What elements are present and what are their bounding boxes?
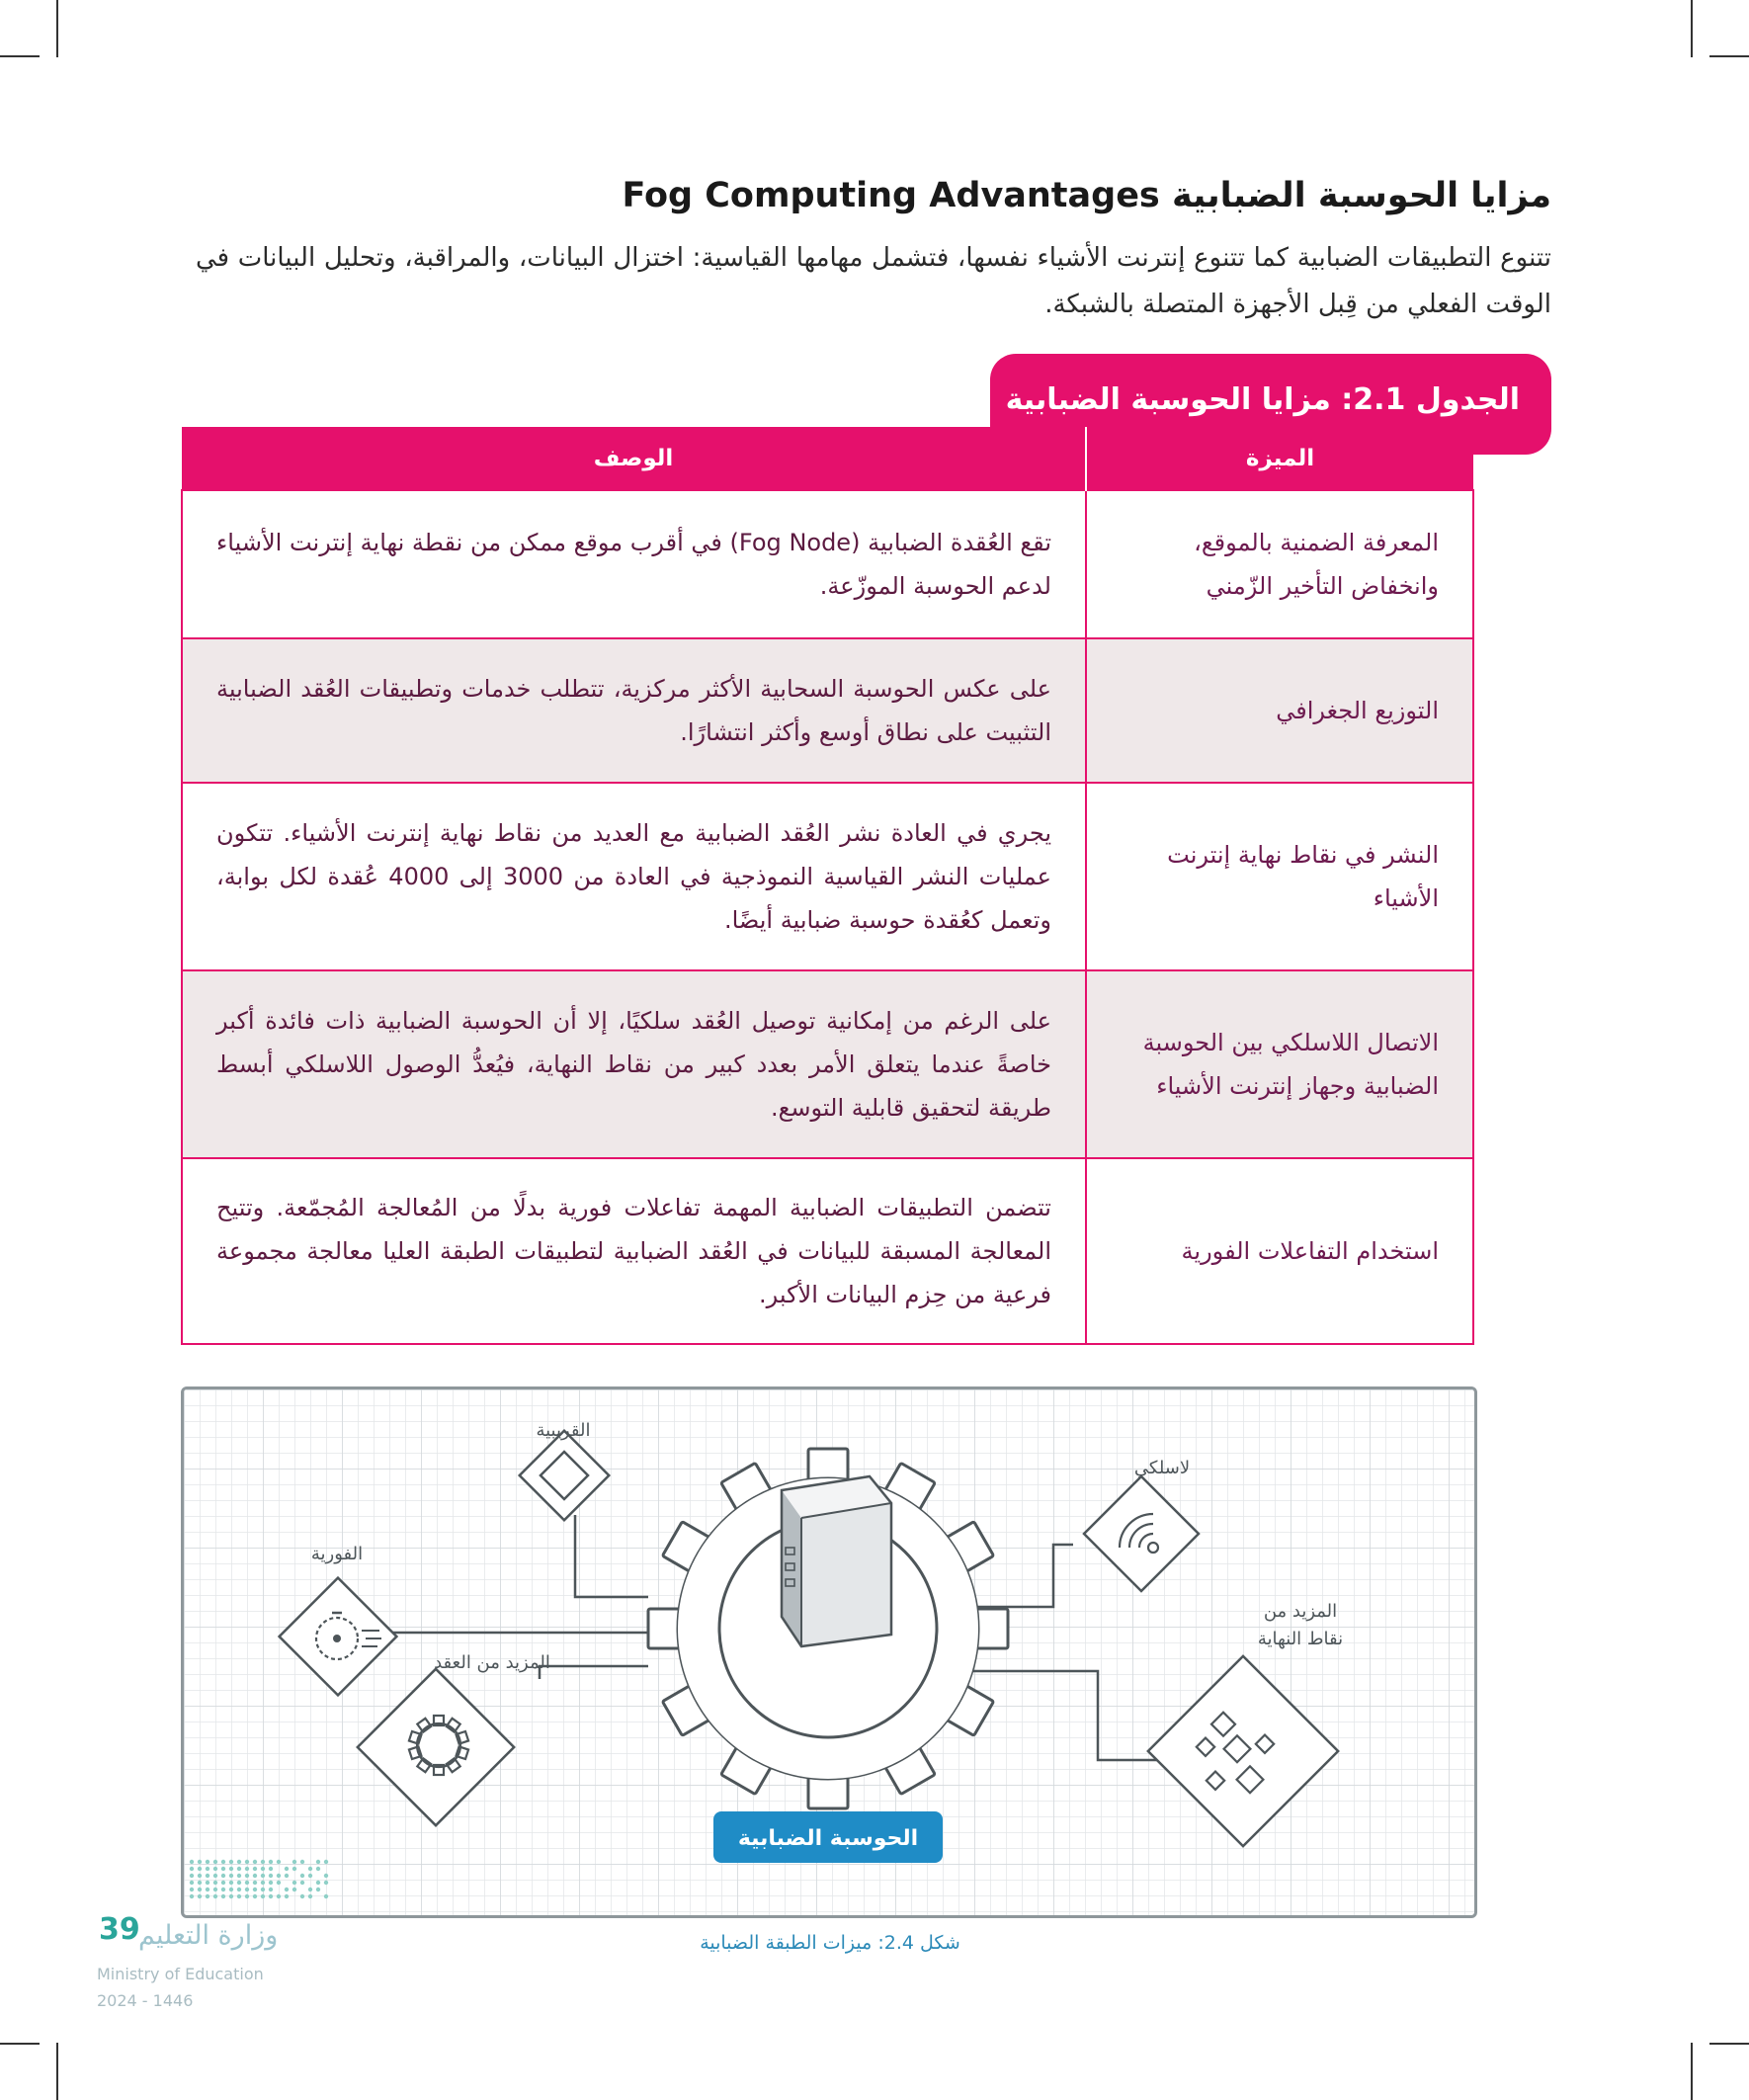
crop-mark (1709, 2043, 1749, 2045)
label-wireless: لاسلكي (1133, 1458, 1191, 1478)
table-row (182, 490, 1473, 638)
description-cell: تقع العُقدة الضبابية (Fog Node) في أقرب موقع ممكن من نقطة نهاية إنترنت الأشياء لدعم الحوسبة الموزّعة. (182, 490, 1086, 638)
page-number: 39 (99, 1912, 140, 1947)
fog-diagram (184, 1389, 1474, 1915)
feature-cell: النشر في نقاط نهاية إنترنت الأشياء (1086, 783, 1473, 970)
feature-cell: المعرفة الضمنية بالموقع، وانخفاض التأخير الزّمني (1086, 490, 1473, 638)
header-feature: الميزة (1086, 427, 1473, 490)
header-description: الوصف (182, 427, 1086, 490)
crop-mark (1691, 0, 1693, 57)
table-row (182, 970, 1473, 1158)
label-more-nodes: المزيد من العقد (434, 1652, 550, 1673)
description-cell: تتضمن التطبيقات الضبابية المهمة تفاعلات فورية بدلًا من المُعالجة المُجمّعة. وتتيح المعالجة المسبقة للبيانات في العُقد الضبابية لتطبيقات الطبقة العليا معالجة مجموعة فرعية من حِزم البيانات الأكبر. (182, 1158, 1086, 1344)
feature-cell: الاتصال اللاسلكي بين الحوسبة الضبابية وجهاز إنترنت الأشياء (1086, 970, 1473, 1158)
crop-mark (1691, 2043, 1693, 2100)
label-more-endpoints-line2: نقاط النهاية (1257, 1629, 1344, 1649)
center-label: الحوسبة الضبابية (737, 1826, 919, 1851)
fog-features-figure (181, 1386, 1477, 1918)
label-more-endpoints-line1: المزيد من (1263, 1601, 1338, 1622)
crop-mark (56, 2043, 58, 2100)
table-caption: الجدول 2.1: مزايا الحوسبة الضبابية (990, 354, 1551, 455)
table-row (182, 1158, 1473, 1344)
section-title: مزايا الحوسبة الضبابية Fog Computing Advantages (622, 176, 1551, 215)
advantages-table (181, 427, 1474, 1345)
description-cell: يجري في العادة نشر العُقد الضبابية مع العديد من نقاط نهاية إنترنت الأشياء. تتكون عمليات النشر القياسية النموذجية في العادة من 3000 إلى 4000 عُقدة لكل بوابة، وتعمل كعُقدة حوسبة ضبابية أيضًا. (182, 783, 1086, 970)
description-cell: على عكس الحوسبة السحابية الأكثر مركزية، تتطلب خدمات وتطبيقات العُقد الضبابية التثبيت على نطاق أوسع وأكثر انتشارًا. (182, 638, 1086, 783)
crop-mark (56, 0, 58, 57)
figure-caption: شكل 2.4: ميزات الطبقة الضبابية (700, 1932, 960, 1954)
crop-mark (0, 2043, 40, 2045)
edition-year: 2024 - 1446 (97, 1991, 194, 2010)
server-icon (782, 1476, 891, 1646)
table-row (182, 638, 1473, 783)
crop-mark (1709, 55, 1749, 57)
label-proximity: القريبية (536, 1420, 591, 1441)
table-row (182, 783, 1473, 970)
description-cell: على الرغم من إمكانية توصيل العُقد سلكيًا، إلا أن الحوسبة الضبابية ذات فائدة أكبر خاصةً عندما يتعلق الأمر بعدد كبير من نقاط النهاية، فيُعدُّ الوصول اللاسلكي أبسط طريقة لتحقيق قابلية التوسع. (182, 970, 1086, 1158)
intro-paragraph: تتنوع التطبيقات الضبابية كما تتنوع إنترنت الأشياء نفسها، فتشمل مهامها القياسية: اختزال البيانات، والمراقبة، وتحليل البيانات في الوقت الفعلي من قِبل الأجهزة المتصلة بالشبكة. (196, 243, 1551, 319)
crop-mark (0, 55, 40, 57)
label-realtime: الفورية (310, 1544, 364, 1564)
ministry-logo-text: وزارة التعليم (138, 1920, 279, 1951)
table-header-row (182, 427, 1473, 490)
ministry-english: Ministry of Education (97, 1965, 264, 1983)
feature-cell: استخدام التفاعلات الفورية (1086, 1158, 1473, 1344)
feature-cell: التوزيع الجغرافي (1086, 638, 1473, 783)
